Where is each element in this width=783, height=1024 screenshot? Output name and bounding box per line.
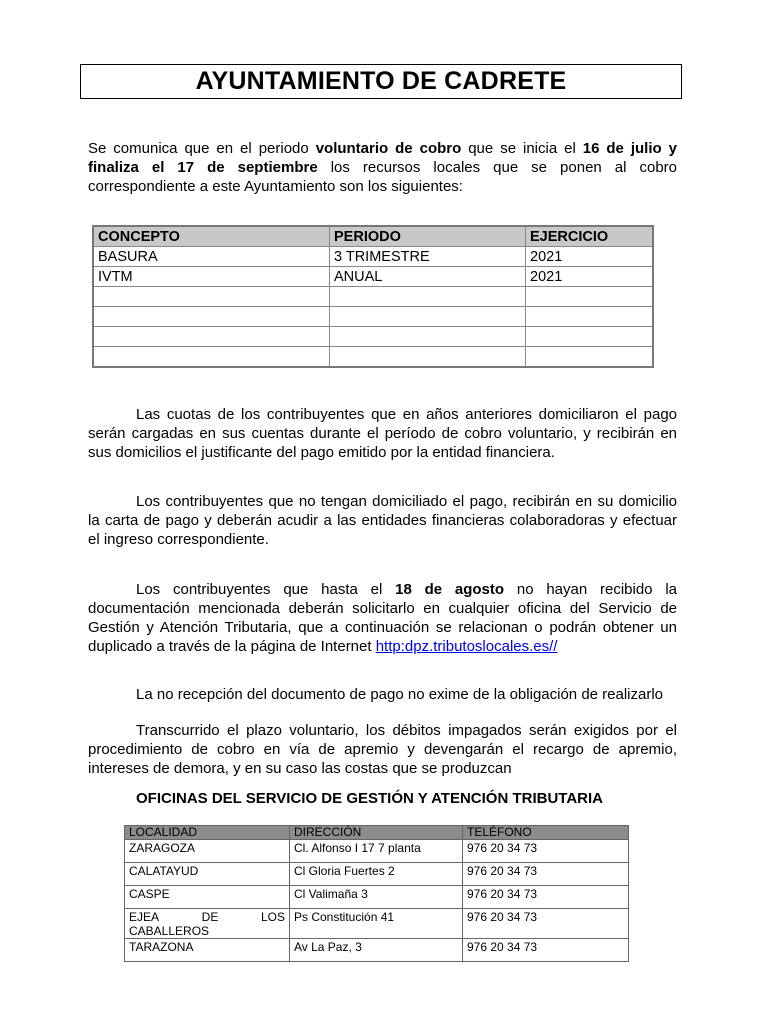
table-cell [526, 347, 654, 368]
table-cell: IVTM [93, 267, 330, 287]
table-cell [526, 327, 654, 347]
office-direccion: Cl Valimaña 3 [290, 886, 463, 909]
office-telefono: 976 20 34 73 [463, 840, 629, 863]
office-direccion: Ps Constitución 41 [290, 909, 463, 939]
office-localidad: ZARAGOZA [125, 840, 290, 863]
paragraph-apremio: Transcurrido el plazo voluntario, los débitos impagados serán exigidos por el procedimiento de cobro en vía de apremio y devengarán el recargo de apremio, intereses de demora, y en su caso las costas que se produzcan [88, 722, 677, 777]
intro-bold-2: 16 de julio y finaliza el 17 de septiembre [88, 140, 677, 176]
intro-text-3: los recursos locales que se ponen al cobro correspondiente a este Ayuntamiento son los siguientes: [88, 159, 677, 195]
title-text: AYUNTAMIENTO DE CADRETE [195, 67, 567, 95]
office-localidad: TARAZONA [125, 939, 290, 962]
office-localidad: CASPE [125, 886, 290, 909]
localidad-word: LOS [260, 910, 285, 924]
table-cell: 2021 [526, 247, 654, 267]
table-row [93, 267, 653, 287]
table-cell [330, 327, 526, 347]
office-localidad [125, 909, 290, 939]
concepts-header-periodo: PERIODO [330, 226, 526, 247]
offices-header-telefono: TELÉFONO [463, 826, 629, 840]
table-row [125, 840, 629, 863]
intro-bold-1: voluntario de cobro [315, 140, 462, 157]
office-localidad-line-2: CABALLEROS [129, 924, 210, 938]
office-telefono: 976 20 34 73 [463, 939, 629, 962]
localidad-word: DE [201, 910, 219, 924]
table-row [93, 287, 653, 307]
p3-text-1: Los contribuyentes que hasta el [136, 581, 396, 598]
intro-paragraph [88, 139, 677, 196]
table-cell [526, 287, 654, 307]
table-row [125, 909, 629, 939]
intro-text-1: Se comunica que en el periodo [88, 140, 316, 157]
office-telefono: 976 20 34 73 [463, 886, 629, 909]
p3-text-2: no hayan recibido la documentación mencionada deberán solicitarlo en cualquier oficina del Servicio de Gestión y Atención Tributaria, que a continuación se relacionan o podrán obtener un duplicado a través de la página de Internet [88, 581, 677, 655]
office-direccion: Cl Gloria Fuertes 2 [290, 863, 463, 886]
office-direccion: Av La Paz, 3 [290, 939, 463, 962]
office-telefono: 976 20 34 73 [463, 863, 629, 886]
offices-header-row [125, 826, 629, 840]
table-row [93, 307, 653, 327]
concepts-header-concepto: CONCEPTO [93, 226, 330, 247]
paragraph-domiciliados: Las cuotas de los contribuyentes que en años anteriores domiciliaron el pago serán cargadas en sus cuentas durante el período de cobro voluntario, y recibirán en sus domicilios el justificante del pago emitido por la entidad financiera. [88, 406, 677, 461]
table-cell: BASURA [93, 247, 330, 267]
offices-header-localidad: LOCALIDAD [125, 826, 290, 840]
concepts-header-ejercicio: EJERCICIO [526, 226, 654, 247]
concepts-table [92, 225, 654, 368]
table-cell [93, 307, 330, 327]
office-telefono: 976 20 34 73 [463, 909, 629, 939]
office-localidad-line-1 [129, 910, 285, 924]
table-row [125, 886, 629, 909]
table-cell [330, 287, 526, 307]
table-cell: 2021 [526, 267, 654, 287]
table-cell: ANUAL [330, 267, 526, 287]
table-cell [526, 307, 654, 327]
paragraph-plazo-documentacion [88, 580, 677, 656]
concepts-header-row [93, 226, 653, 247]
localidad-word: EJEA [129, 910, 160, 924]
offices-heading: OFICINAS DEL SERVICIO DE GESTIÓN Y ATENCIÓN TRIBUTARIA [136, 790, 603, 807]
table-cell [93, 347, 330, 368]
table-row [93, 347, 653, 368]
table-row [93, 327, 653, 347]
office-localidad: CALATAYUD [125, 863, 290, 886]
table-row [93, 247, 653, 267]
table-row [125, 939, 629, 962]
page-title [80, 64, 682, 99]
table-cell [330, 307, 526, 327]
offices-header-direccion: DIRECCIÓN [290, 826, 463, 840]
offices-table [124, 825, 629, 962]
office-direccion: Cl. Alfonso I 17 7 planta [290, 840, 463, 863]
intro-text-2: que se inicia el [461, 140, 583, 157]
table-cell [330, 347, 526, 368]
table-cell [93, 287, 330, 307]
tributos-link[interactable]: http:dpz.tributoslocales.es// [375, 638, 558, 655]
table-cell [93, 327, 330, 347]
p3-bold-date: 18 de agosto [395, 581, 505, 598]
table-cell: 3 TRIMESTRE [330, 247, 526, 267]
table-row [125, 863, 629, 886]
paragraph-no-domiciliados: Los contribuyentes que no tengan domiciliado el pago, recibirán en su domicilio la carta de pago y deberán acudir a las entidades financieras colaboradoras y efectuar el ingreso correspondiente. [88, 493, 677, 548]
paragraph-no-recepcion: La no recepción del documento de pago no exime de la obligación de realizarlo [136, 686, 664, 703]
